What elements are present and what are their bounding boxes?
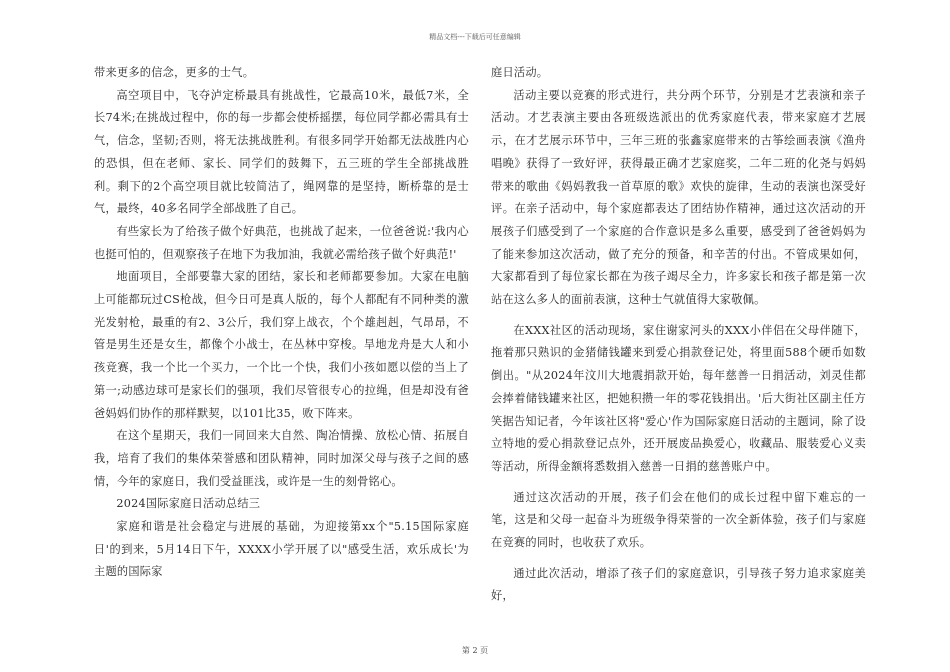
right-column bbox=[491, 62, 866, 608]
page-header: 精品文档---下载后可任意编辑 bbox=[429, 33, 521, 41]
page-number: 第 2 页 bbox=[461, 646, 489, 655]
paragraph: 带来更多的信念，更多的士气。 bbox=[94, 66, 255, 79]
section-heading: 2024国际家庭日活动总结三 bbox=[116, 497, 261, 511]
paragraph: 地面项目，全部要靠大家的团结，家长和老师都要参加。大家在电脑上可能都玩过CS枪战，但今日可是真人版的，每个人都配有不同种类的激光发射枪，最重的有2、3公斤，我们穿上战衣，个个雄赳赳，气昂昂，不管是男生还是女生，都像个小战士，在丛林中穿梭。旱地龙舟是大人和小孩竞赛，我一个比一个买力，一个比一个快，我们小孩如愿以偿的当上了第一;动感边球可是家长们的强项，我们尽管很专心的拉绳，但是却没有爸爸妈妈们协作的那样默契，以101比35，败下阵来。 bbox=[94, 270, 469, 420]
left-column bbox=[94, 62, 469, 584]
paragraph: 在XXX社区的活动现场，家住谢家河头的XXX小伴侣在父母伴随下，拖着那只熟识的金猪储钱罐来到爱心捐款登记处，将里面588个硬币如数倒出。"从2024年汶川大地震捐款开始，每年慈善一日捐活动，刘灵佳都会捧着储钱罐来社区，把她积攒一年的零花钱捐出。'后大街社区副主任方笑据告知记者，今年该社区将"爱心'作为国际家庭日活动的主题词，除了设立特地的爱心捐款登记点外，还开展废品换爱心，收藏品、服装爱心义卖等活动，所得金额将悉数捐入慈善一日捐的慈善账户中。 bbox=[491, 323, 866, 473]
paragraph: 通过这次活动的开展，孩子们会在他们的成长过程中留下难忘的一笔，这是和父母一起奋斗为班级争得荣誉的一次全新体验，孩子们与家庭在竞赛的同时，也收获了欢乐。 bbox=[491, 490, 866, 550]
paragraph: 有些家长为了给孩子做个好典范，也挑战了起来，一位爸爸说:'我内心也挺可怕的，但观察孩子在地下为我加油，我就必需给孩子做个好典范!' bbox=[94, 224, 469, 261]
paragraph: 家庭和谐是社会稳定与进展的基础，为迎接第xx个"5.15国际家庭日'的到来，5月14日下午，XXXX小学开展了以"感受生活，欢乐成长'为主题的国际家 bbox=[94, 520, 469, 579]
paragraph: 在这个星期天，我们一同回来大自然、陶冶情操、放松心情、拓展自我，培育了我们的集体荣誉感和团队精神，同时加深父母与孩子之间的感情，今年的家庭日，我们受益匪浅，或许是一生的刻骨铭心。 bbox=[94, 429, 469, 488]
paragraph: 高空项目中，飞夺泸定桥最具有挑战性，它最高10米，最低7米，全长74米;在挑战过程中，你的每一步都会使桥摇摆，每位同学都必需具有士气，信念，坚韧;否则，将无法挑战胜利。有很多同学开始都无法战胜内心的恐惧，但在老师、家长、同学们的鼓舞下，五三班的学生全部挑战胜利。剩下的2个高空项目就比较简洁了，绳网靠的是坚持，断桥靠的是士气，最终，40多名同学全部战胜了自己。 bbox=[94, 88, 469, 216]
paragraph: 庭日活动。 bbox=[491, 66, 549, 79]
paragraph: 活动主要以竞赛的形式进行，共分两个环节，分别是才艺表演和亲子活动。才艺表演主要由各班级选派出的优秀家庭代表，带来家庭才艺展示，在才艺展示环节中，三年三班的张鑫家庭带来的古筝绘画表演《渔舟唱晚》获得了一致好评，获得最正确才艺家庭奖，二年二班的化尧与妈妈带来的歌曲《妈妈教我一首草原的歌》欢快的旋律，生动的表演也深受好评。在亲子活动中，每个家庭都表达了团结协作精神，通过这次活动的开展孩子们感受到了一个家庭的合作意识是多么重要，感受到了爸爸妈妈为了能来参加这次活动，做了充分的预备，和辛苦的付出。不管成果如何，大家都看到了每位家长都在为孩子竭尽全力，许多家长和孩子都是第一次站在这么多人的面前表演，这种士气就值得大家敬佩。 bbox=[491, 88, 866, 307]
paragraph: 通过此次活动，增添了孩子们的家庭意识，引导孩子努力追求家庭美好， bbox=[491, 566, 866, 603]
